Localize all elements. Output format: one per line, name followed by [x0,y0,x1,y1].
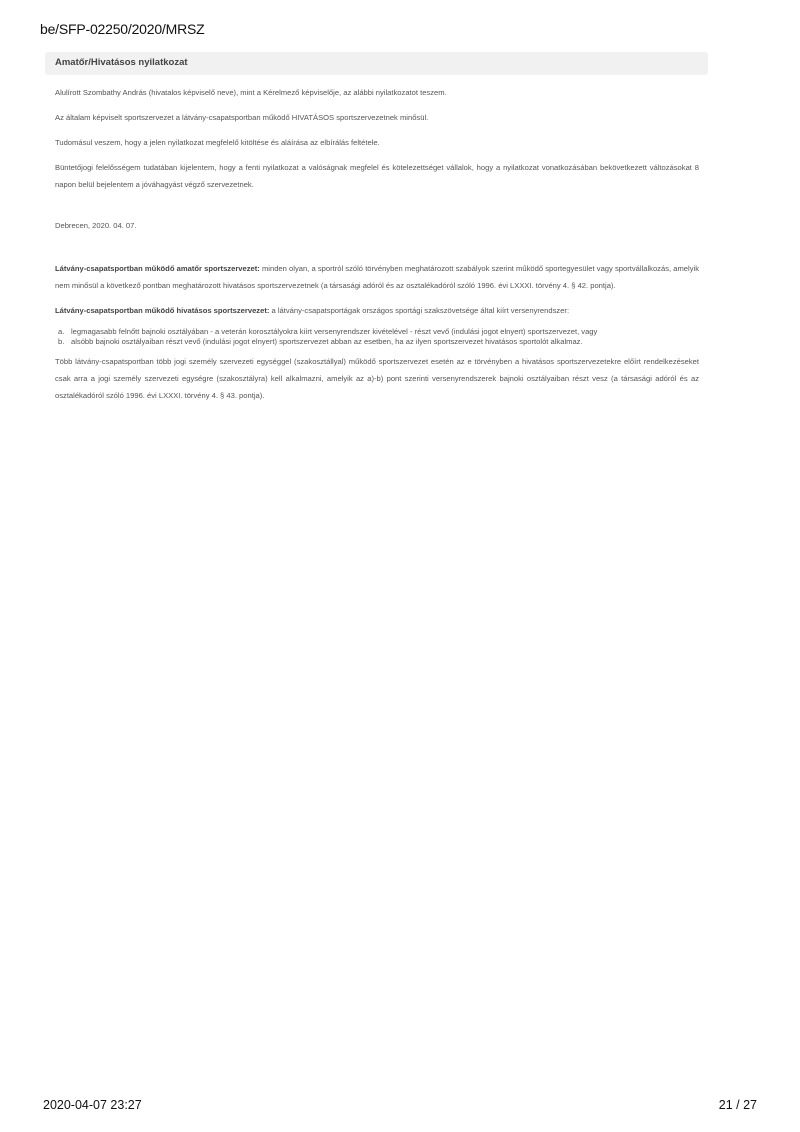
list-marker: b. [58,337,65,346]
document-body [55,84,699,412]
professional-definition-term: Látvány-csapatsportban működő hivatásos sportszervezet: [55,306,270,315]
professional-criteria-list [55,327,699,347]
statement-paragraph: Alulírott Szombathy András (hivatalos képviselő neve), mint a Kérelmező képviselője, az alábbi nyilatkozatot teszem. [55,88,447,97]
liability-paragraph: Büntetőjogi felelősségem tudatában kijelentem, hogy a fenti nyilatkozat a valóságnak megfelel és kötelezettséget vállalok, hogy a nyilatkozat vonatkozásában bekövetkezett változásokat 8 napon belül bejelentem a jóváhagyást végző szervezetnek. [55,163,699,189]
classification-paragraph: Az általam képviselt sportszervezet a látvány-csapatsportban működő HIVATÁSOS sportszervezetnek minősül. [55,113,429,122]
professional-definition-text: a látvány-csapatsportágak országos sportági szakszövetsége által kiírt versenyrendszer: [269,306,570,315]
amateur-definition-term: Látvány-csapatsportban működő amatőr sportszervezet: [55,264,260,273]
amateur-definition-text: minden olyan, a sportról szóló törvényben meghatározott szabályok szerint működő sportegyesület vagy sportvállalkozás, amelyik nem minősül a következő pontban meghatározott hivatásos sportszervezetnek (a társasági adóról és az osztalékadóról szóló 1996. évi LXXXI. törvény 4. § 42. pontja). [55,264,700,290]
list-item-text: legmagasabb felnőtt bajnoki osztályában - a veterán korosztályokra kiírt versenyrendszer kivételével - részt vevő (indulási jogot elnyert) sportszervezet, vagy [71,327,598,336]
list-marker: a. [58,327,65,336]
list-item-text: alsóbb bajnoki osztályaiban részt vevő (indulási jogot elnyert) sportszervezet abban az esetben, ha az ilyen sportszervezet hivatásos sportolót alkalmaz. [71,337,583,346]
section-title: Amatőr/Hivatásos nyilatkozat [55,57,188,68]
signature-date: Debrecen, 2020. 04. 07. [55,221,137,230]
professional-definition [55,302,699,319]
amateur-definition [55,260,699,294]
list-item [55,337,699,347]
closing-paragraph: Több látvány-csapatsportban több jogi személy szervezeti egységgel (szakosztállyal) működő sportszervezet esetén az e törvényben a hivatásos sportszervezetekre előírt rendelkezéseket csak arra a jogi személy szervezeti egységre (szakosztályra) kell alkalmazni, amelyik az a)-b) pont szerinti versenyrendszerek bajnoki osztályaiban részt vesz (a társasági adóról és az osztalékadóról szóló 1996. évi LXXXI. törvény 4. § 43. pontja). [55,357,699,400]
list-item [55,327,699,337]
acknowledgement-paragraph: Tudomásul veszem, hogy a jelen nyilatkozat megfelelő kitöltése és aláírása az elbírálás feltétele. [55,138,380,147]
section-header [45,52,708,75]
page-number: 21 / 27 [718,1098,757,1112]
footer-timestamp: 2020-04-07 23:27 [43,1098,142,1112]
document-id: be/SFP-02250/2020/MRSZ [40,21,205,37]
